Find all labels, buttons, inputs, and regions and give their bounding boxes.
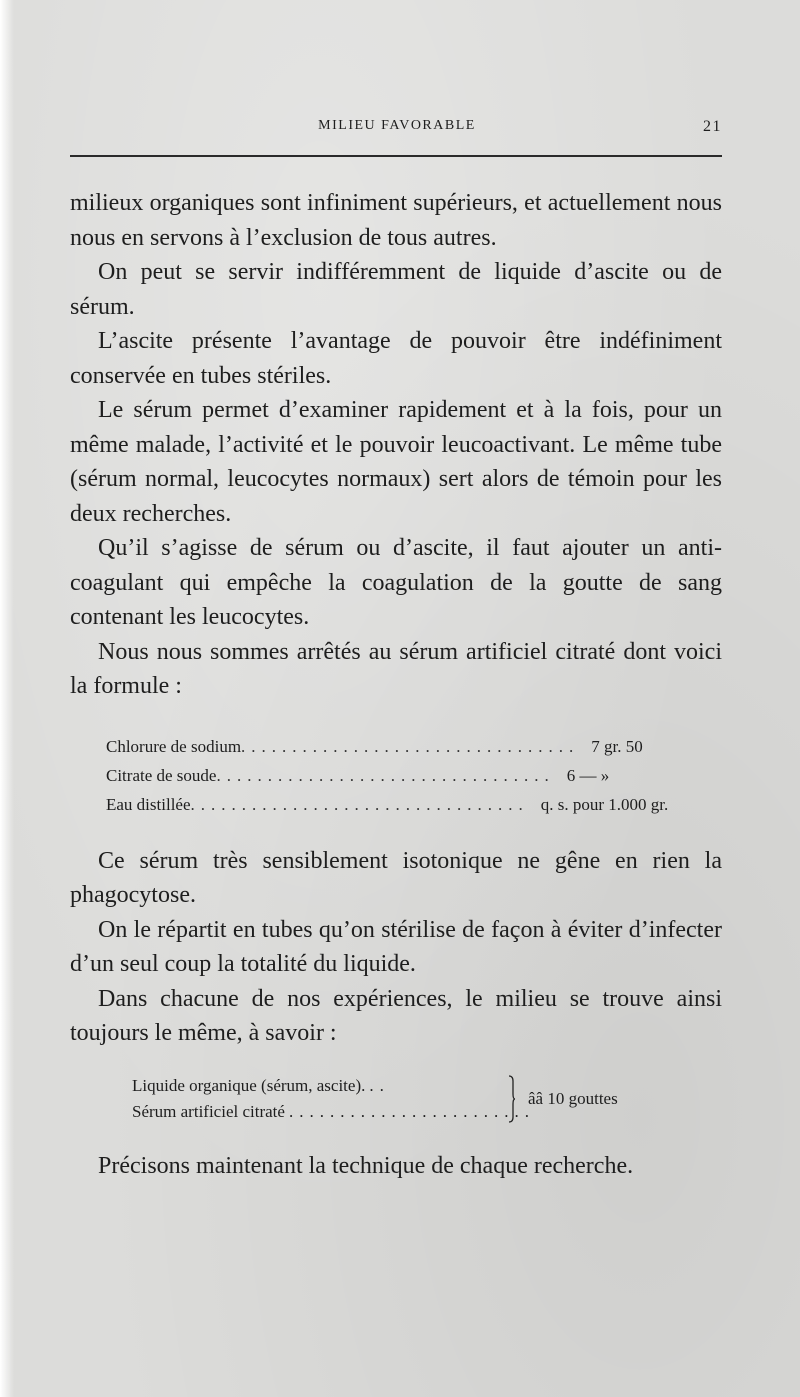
formula-ingredient: Citrate de soude <box>106 765 217 785</box>
page-body <box>70 186 722 1183</box>
mixture-amount: ââ 10 gouttes <box>528 1088 618 1108</box>
leader-dots: ................................. <box>241 736 580 756</box>
formula-ingredient: Eau distillée <box>106 794 191 814</box>
curly-brace-icon <box>508 1075 515 1123</box>
header-rule <box>70 155 722 157</box>
paragraph: Nous nous sommes arrêtés au sérum artificiel citraté dont voici la formule : <box>70 638 722 699</box>
leader-dots: ................................. <box>216 765 555 785</box>
running-title: MILIEU FAVORABLE <box>318 118 476 133</box>
paragraph: On peut se servir indifféremment de liquide d’ascite ou de sérum. <box>70 259 722 320</box>
formula-quantity: 6 — » <box>566 765 610 785</box>
paragraph: Précisons maintenant la technique de chaque recherche. <box>98 1152 634 1179</box>
leader-dots: ........................ <box>288 1101 535 1121</box>
leader-dots: ................................. <box>190 794 529 814</box>
mixture-items <box>132 1073 535 1125</box>
paragraph: L’ascite présente l’avantage de pouvoir être indéfiniment conservée en tubes stériles. <box>70 328 722 389</box>
formula-quantity: q. s. pour 1.000 gr. <box>540 794 669 814</box>
mixture-row <box>132 1073 507 1099</box>
mixture-block <box>70 1073 722 1127</box>
formula-row <box>106 732 706 761</box>
paragraph: Ce sérum très sensiblement isotonique ne gêne en rien la phagocytose. <box>70 847 722 908</box>
page-number: 21 <box>703 118 722 135</box>
paragraph: Qu’il s’agisse de sérum ou d’ascite, il faut ajouter un anti-coagulant qui empêche la coagulation de la goutte de sang contenant les leucocytes. <box>70 535 722 630</box>
formula-row <box>106 790 706 819</box>
formula-quantity: 7 gr. 50 <box>591 736 643 756</box>
leader-dots: .. <box>369 1075 390 1095</box>
paragraph: On le répartit en tubes qu’on stérilise de façon à éviter d’infecter d’un seul coup la totalité du liquide. <box>70 916 722 977</box>
paragraph-continuation: milieux organiques sont infiniment supérieurs, et actuellement nous nous en servons à l’exclusion de tous autres. <box>70 190 722 251</box>
formula-ingredient: Chlorure de sodium <box>106 736 242 756</box>
formula-row <box>106 761 706 790</box>
paragraph: Dans chacune de nos expériences, le milieu se trouve ainsi toujours le même, à savoir : <box>70 985 722 1046</box>
mixture-row <box>132 1099 535 1125</box>
running-head <box>72 118 722 138</box>
mixture-item: Sérum artificiel citraté <box>132 1101 285 1121</box>
paragraph: Le sérum permet d’examiner rapidement et à la fois, pour un même malade, l’activité et le pouvoir leucoactivant. Le même tube (sérum normal, leucocytes normaux) sert alors de témoin pour les deux recherches. <box>70 397 722 527</box>
mixture-item: Liquide organique (sérum, ascite). <box>132 1075 366 1095</box>
formula-table <box>70 732 722 819</box>
